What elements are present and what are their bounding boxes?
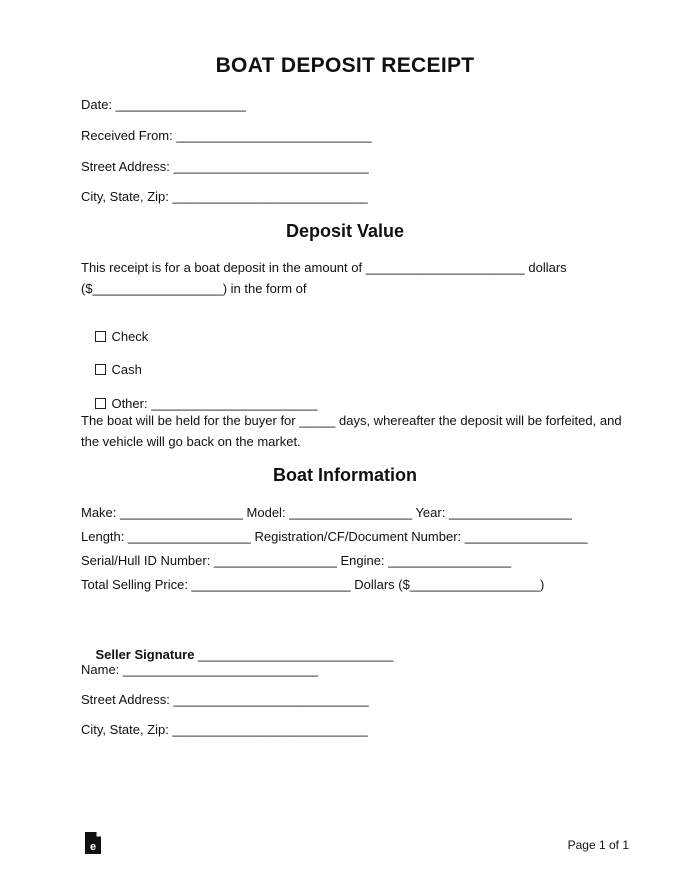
total-price-row: Total Selling Price: ______________________ Dollars ($__________________): [81, 577, 545, 592]
seller-city-state-zip-field: City, State, Zip: ___________________________: [81, 722, 368, 737]
hold-terms-line-2: the vehicle will go back on the market.: [81, 434, 301, 449]
deposit-amount-line: This receipt is for a boat deposit in the amount of ______________________ dollars: [81, 260, 567, 275]
document-title: BOAT DEPOSIT RECEIPT: [215, 54, 475, 77]
seller-signature-label: Seller Signature: [95, 647, 195, 662]
document-e-icon: [84, 832, 102, 854]
page-number: Page 1 of 1: [567, 838, 629, 852]
svg-text:e: e: [89, 841, 97, 853]
length-registration-row: Length: _________________ Registration/CF/Document Number: _________________: [81, 529, 588, 544]
check-checkbox[interactable]: [95, 331, 106, 342]
city-state-zip-field: City, State, Zip: ___________________________: [81, 189, 368, 204]
deposit-value-heading: Deposit Value: [285, 221, 405, 241]
date-field: Date: __________________: [81, 97, 246, 112]
seller-name-field: Name: ___________________________: [81, 662, 319, 677]
seller-signature-line: ___________________________: [194, 647, 394, 662]
seller-street-address-field: Street Address: ___________________________: [81, 692, 369, 707]
option-other-label: Other: _______________________: [111, 396, 318, 411]
boat-information-heading: Boat Information: [273, 465, 417, 485]
option-cash-label: Cash: [111, 362, 142, 377]
received-from-field: Received From: ___________________________: [81, 128, 372, 143]
deposit-amount-line-2: ($__________________) in the form of: [81, 281, 307, 296]
other-checkbox[interactable]: [95, 398, 106, 409]
make-model-year-row: Make: _________________ Model: _________________ Year: _________________: [81, 505, 572, 520]
hold-terms-line: The boat will be held for the buyer for _____ days, whereafter the deposit will be forfeited, and: [81, 413, 622, 428]
cash-checkbox[interactable]: [95, 364, 106, 375]
serial-engine-row: Serial/Hull ID Number: _________________ Engine: _________________: [81, 553, 512, 568]
option-check-label: Check: [111, 329, 149, 344]
street-address-field: Street Address: ___________________________: [81, 159, 369, 174]
